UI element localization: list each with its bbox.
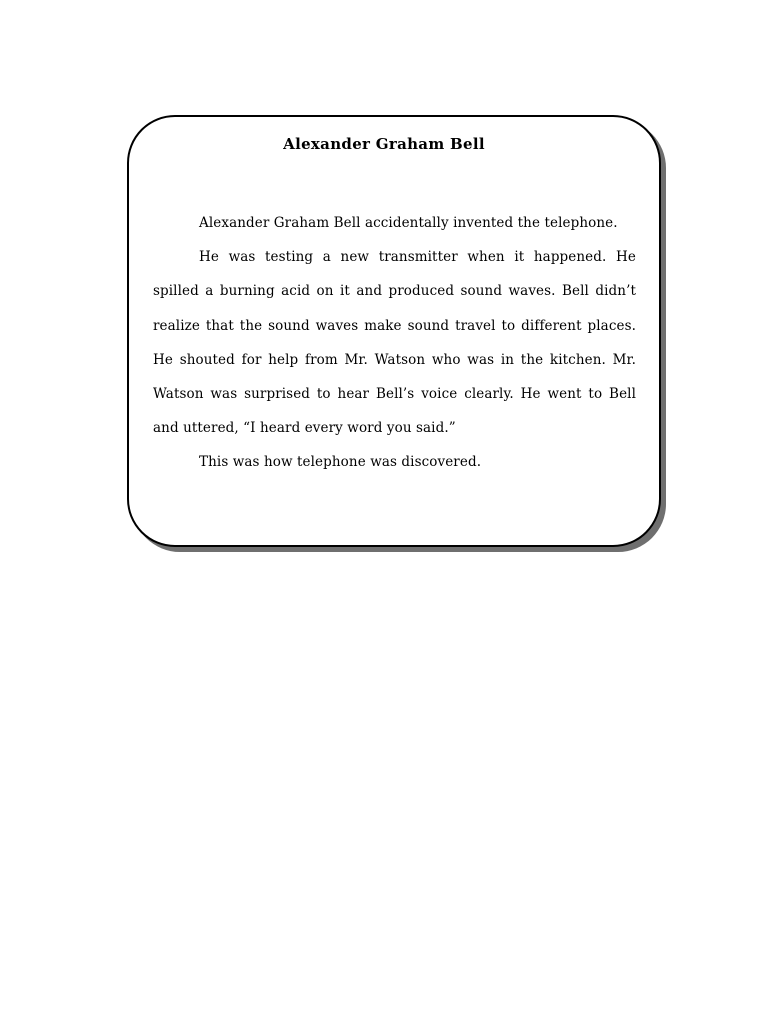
paragraph-1: Alexander Graham Bell accidentally invented the telephone.: [199, 215, 618, 231]
paragraph-2: He was testing a new transmitter when it happened. He spilled a burning acid on it and produced sound waves. Bell didn’t realize that the sound waves make sound travel to different places. He shouted for help from Mr. Watson who was in the kitchen. Mr. Watson was surprised to hear Bell’s voice clearly. He went to Bell and uttered, “I heard every word you said.”: [153, 249, 636, 437]
story-body: [153, 206, 636, 480]
paragraph-3: This was how telephone was discovered.: [199, 454, 482, 471]
story-title: Alexander Graham Bell: [283, 135, 485, 153]
